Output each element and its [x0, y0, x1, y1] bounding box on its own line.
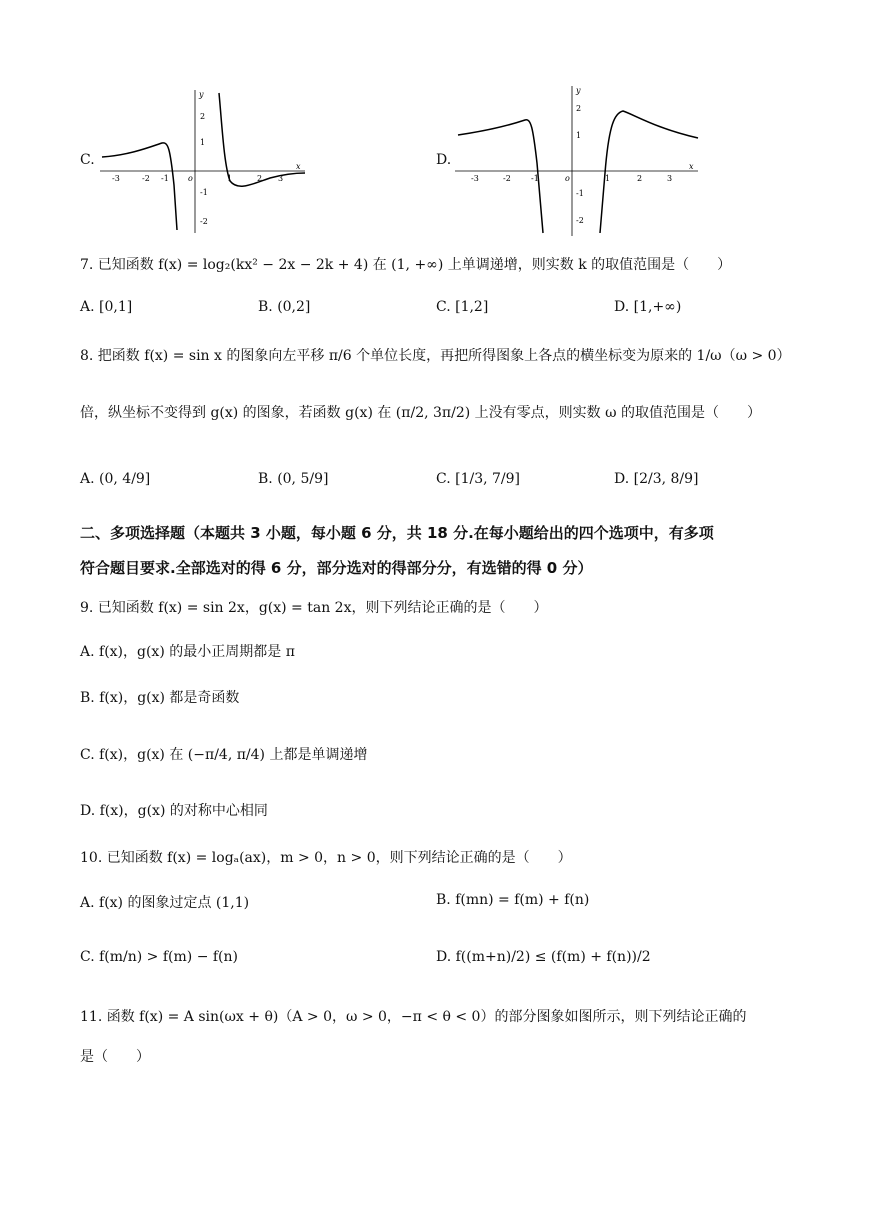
section-heading-line2: 符合题目要求.全部选对的得 6 分，部分选对的得部分分，有选错的得 0 分）: [80, 559, 593, 577]
graph-c-axis-y: y: [199, 90, 204, 99]
q7-stem: 7. 已知函数 f(x) = log₂(kx² − 2x − 2k + 4) 在 (1, +∞) 上单调递增，则实数 k 的取值范围是（ ）: [80, 257, 732, 273]
graph-d-tick: 1: [576, 131, 582, 140]
graph-c-tick: 2: [257, 174, 263, 183]
graph-c-tick: 1: [200, 138, 206, 147]
q10-stem: 10. 已知函数 f(x) = logₐ(ax)，m > 0，n > 0，则下列结论正确的是（ ）: [80, 850, 572, 866]
graph-c-origin: o: [188, 174, 193, 183]
graph-c: [100, 85, 310, 235]
graph-c-tick: -1: [200, 188, 208, 197]
graph-c-tick: -2: [200, 217, 208, 226]
q9-option-a[interactable]: A. f(x)，g(x) 的最小正周期都是 π: [80, 644, 295, 660]
q8-option-c[interactable]: C. [1/3, 7/9]: [436, 471, 520, 487]
graph-c-tick: 1: [227, 174, 233, 183]
q9-option-d[interactable]: D. f(x)，g(x) 的对称中心相同: [80, 803, 268, 819]
graph-d-label: D.: [436, 152, 452, 168]
q9-option-b[interactable]: B. f(x)，g(x) 都是奇函数: [80, 690, 240, 706]
q10-option-d[interactable]: D. f((m+n)/2) ≤ (f(m) + f(n))/2: [436, 949, 651, 965]
q11-stem-line1: 11. 函数 f(x) = A sin(ωx + θ)（A > 0，ω > 0，−π < θ < 0）的部分图象如图所示，则下列结论正确的: [80, 1009, 747, 1025]
graph-d-tick: -2: [576, 216, 584, 225]
q8-option-d[interactable]: D. [2/3, 8/9]: [614, 471, 699, 487]
q7-option-c[interactable]: C. [1,2]: [436, 299, 489, 315]
graph-d-origin: o: [565, 174, 570, 183]
graph-d-axis-x: x: [689, 162, 694, 171]
graph-d-tick: -2: [503, 174, 511, 183]
q8-stem-line1: 8. 把函数 f(x) = sin x 的图象向左平移 π/6 个单位长度，再把所得图象上各点的横坐标变为原来的 1/ω（ω > 0）: [80, 348, 791, 364]
q8-stem-line2: 倍，纵坐标不变得到 g(x) 的图象，若函数 g(x) 在 (π/2, 3π/2) 上没有零点，则实数 ω 的取值范围是（ ）: [80, 405, 761, 421]
graph-c-tick: -3: [112, 174, 120, 183]
graph-d-tick: -3: [471, 174, 479, 183]
q7-option-d[interactable]: D. [1,+∞): [614, 299, 682, 315]
graph-d-tick: -1: [531, 174, 539, 183]
q9-stem: 9. 已知函数 f(x) = sin 2x，g(x) = tan 2x，则下列结论正确的是（ ）: [80, 600, 548, 616]
q7-option-b[interactable]: B. (0,2]: [258, 299, 311, 315]
graph-c-tick: 2: [200, 112, 206, 121]
graph-c-label: C.: [80, 152, 95, 168]
graph-c-axis-x: x: [296, 162, 301, 171]
graph-c-tick: 3: [278, 174, 284, 183]
q10-option-c[interactable]: C. f(m/n) > f(m) − f(n): [80, 949, 238, 965]
q7-option-a[interactable]: A. [0,1]: [80, 299, 133, 315]
q9-option-c[interactable]: C. f(x)，g(x) 在 (−π/4, π/4) 上都是单调递增: [80, 747, 368, 763]
q11-stem-line2: 是（ ）: [80, 1049, 150, 1065]
graph-d-axis-y: y: [576, 86, 581, 95]
graph-d-tick: 1: [605, 174, 611, 183]
graph-d-tick: -1: [576, 189, 584, 198]
graph-c-tick: -2: [142, 174, 150, 183]
graph-d-tick: 2: [576, 104, 582, 113]
q10-option-b[interactable]: B. f(mn) = f(m) + f(n): [436, 892, 590, 908]
graph-c-tick: -1: [161, 174, 169, 183]
graph-d: [455, 83, 705, 238]
graph-d-tick: 2: [637, 174, 643, 183]
section-heading-line1: 二、多项选择题（本题共 3 小题，每小题 6 分，共 18 分.在每小题给出的四个选项中，有多项: [80, 524, 714, 542]
graph-d-tick: 3: [667, 174, 673, 183]
q10-option-a[interactable]: A. f(x) 的图象过定点 (1,1): [80, 895, 250, 911]
q8-option-b[interactable]: B. (0, 5/9]: [258, 471, 329, 487]
q8-option-a[interactable]: A. (0, 4/9]: [80, 471, 151, 487]
